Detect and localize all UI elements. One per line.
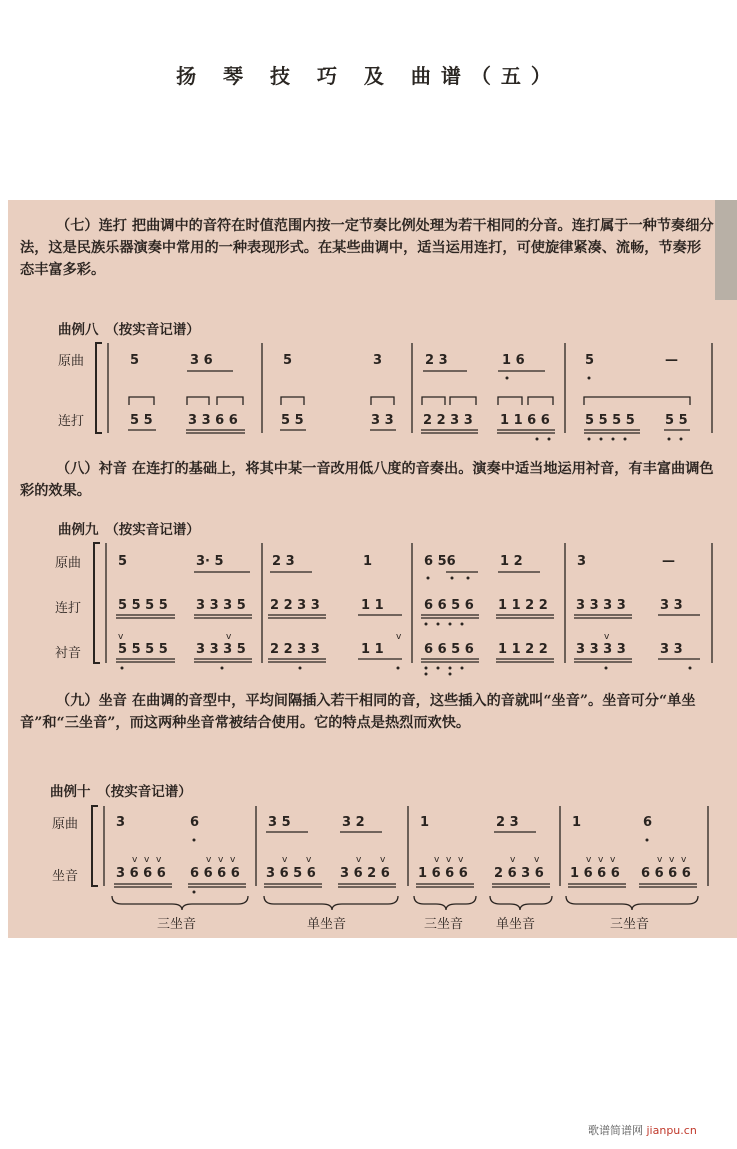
section-9-text: 在曲调的音型中，平均间隔插入若干相同的音，这些插入的音就叫“坐音”。坐音可分“单坐音”和“三坐音”，而这两种坐音常被结合使用。它的特点是热烈而欢快。 xyxy=(20,693,696,731)
ex10-zuo-5: 1 6 6 6 xyxy=(418,866,468,881)
footer-site: 歌谱简谱网 xyxy=(588,1124,643,1137)
section-7-text: 把曲调中的音符在时值范围内按一定节奏比例处理为若干相同的分音。连打属于一种节奏细分法，这是民族乐器演奏中常用的一种表现形式。在某些曲调中，适当运用连打，可使旋律紧凑、流畅，节奏形态丰富多彩。 xyxy=(20,218,714,278)
svg-text:v: v xyxy=(118,632,124,642)
svg-text:v: v xyxy=(446,855,452,865)
ex9-lian-2: 3 3 3 5 xyxy=(196,598,246,613)
ex9-chen-1: 5 5 5 5 xyxy=(118,642,168,657)
ex8-orig-3: 5 xyxy=(283,353,293,368)
ex10-zuo-7: 1 6 6 6 xyxy=(570,866,620,881)
ex9-orig-3: 2 3 xyxy=(272,554,295,569)
svg-text:v: v xyxy=(586,855,592,865)
example-8-label: 曲例八 （按实音记谱） xyxy=(58,322,200,338)
ex10-group-4: 单坐音 xyxy=(496,917,536,932)
svg-text:v: v xyxy=(156,855,162,865)
svg-text:v: v xyxy=(510,855,516,865)
ex10-zuo-3: 3 6 5 6 xyxy=(266,866,316,881)
ex10-zuo-4: 3 6 2 6 xyxy=(340,866,390,881)
svg-text:v: v xyxy=(380,855,386,865)
ex10-orig-7: 1 xyxy=(572,815,582,830)
svg-text:v: v xyxy=(282,855,288,865)
ex9-lian-4: 1 1 xyxy=(361,598,384,613)
ex10-orig-8: 6 xyxy=(643,815,653,830)
ex8-orig-8: — xyxy=(665,353,678,368)
svg-text:v: v xyxy=(669,855,675,865)
ex8-lian-3: 5 5 xyxy=(281,413,304,428)
ex10-orig-4: 3 2 xyxy=(342,815,365,830)
ex10-row-label-zuo: 坐音 xyxy=(52,869,79,884)
ex10-zuo-8: 6 6 6 6 xyxy=(641,866,691,881)
ex9-row-label-chen: 衬音 xyxy=(55,646,82,661)
ex9-lian-1: 5 5 5 5 xyxy=(118,598,168,613)
ex10-orig-1: 3 xyxy=(116,815,126,830)
ex9-chen-7: 3 3 3 3 xyxy=(576,642,626,657)
ex8-lian-4: 3 3 xyxy=(371,413,394,428)
ex8-orig-1: 5 xyxy=(130,353,140,368)
svg-text:v: v xyxy=(226,632,232,642)
svg-text:v: v xyxy=(206,855,212,865)
ex9-lian-6: 1 1 2 2 xyxy=(498,598,548,613)
svg-text:v: v xyxy=(681,855,687,865)
footer-domain: jianpu.cn xyxy=(646,1124,697,1137)
ex9-chen-5: 6 6 5 6 xyxy=(424,642,474,657)
ex10-orig-2: 6 xyxy=(190,815,200,830)
section-8-heading: （八）衬音 xyxy=(56,461,127,477)
ex10-orig-5: 1 xyxy=(420,815,430,830)
ex9-orig-6: 1 2 xyxy=(500,554,523,569)
ex8-orig-5: 2 3 xyxy=(425,353,448,368)
example-10-label: 曲例十 （按实音记谱） xyxy=(50,784,192,800)
ex8-orig-7: 5 xyxy=(585,353,595,368)
ex9-chen-4: 1 1 xyxy=(361,642,384,657)
ex8-lian-5: 2 2 3 3 xyxy=(423,413,473,428)
example-9-label: 曲例九 （按实音记谱） xyxy=(58,522,200,538)
ex10-zuo-6: 2 6 3 6 xyxy=(494,866,544,881)
watermark xyxy=(588,1122,697,1138)
ex8-orig-6: 1 6 xyxy=(502,353,525,368)
ex9-row-label-original: 原曲 xyxy=(55,556,82,571)
ex9-chen-3: 2 2 3 3 xyxy=(270,642,320,657)
ex9-lian-8: 3 3 xyxy=(660,598,683,613)
section-9-heading: （九）坐音 xyxy=(56,693,127,709)
ex8-lian-1: 5 5 xyxy=(130,413,153,428)
svg-text:v: v xyxy=(598,855,604,865)
ex9-chen-8: 3 3 xyxy=(660,642,683,657)
ex9-chen-6: 1 1 2 2 xyxy=(498,642,548,657)
svg-text:v: v xyxy=(458,855,464,865)
svg-text:v: v xyxy=(434,855,440,865)
page-title: 扬 琴 技 巧 及 曲谱（五） xyxy=(176,64,561,88)
ex9-lian-3: 2 2 3 3 xyxy=(270,598,320,613)
svg-text:v: v xyxy=(144,855,150,865)
svg-text:v: v xyxy=(356,855,362,865)
ex8-lian-6: 1 1 6 6 xyxy=(500,413,550,428)
ex10-zuo-2: 6 6 6 6 xyxy=(190,866,240,881)
ex8-orig-4: 3 xyxy=(373,353,383,368)
ex8-lian-7: 5 5 5 5 xyxy=(585,413,635,428)
ex10-group-3: 三坐音 xyxy=(424,917,464,932)
ex8-row-label-lianda: 连打 xyxy=(58,414,85,429)
ex10-group-1: 三坐音 xyxy=(157,917,197,932)
svg-text:v: v xyxy=(657,855,663,865)
ex9-orig-8: — xyxy=(662,554,675,569)
ex9-orig-4: 1 xyxy=(363,554,373,569)
ex10-group-2: 单坐音 xyxy=(307,917,347,932)
ex10-zuo-1: 3 6 6 6 xyxy=(116,866,166,881)
ex9-orig-5: 6 56 xyxy=(424,554,456,569)
ex9-lian-5: 6 6 5 6 xyxy=(424,598,474,613)
svg-text:v: v xyxy=(610,855,616,865)
ex9-orig-7: 3 xyxy=(577,554,587,569)
svg-text:v: v xyxy=(396,632,402,642)
ex10-group-5: 三坐音 xyxy=(610,917,650,932)
ex8-row-label-original: 原曲 xyxy=(58,354,85,369)
ex9-lian-7: 3 3 3 3 xyxy=(576,598,626,613)
ex8-lian-8: 5 5 xyxy=(665,413,688,428)
ex8-lian-2: 3 3 6 6 xyxy=(188,413,238,428)
ex8-orig-2: 3 6 xyxy=(190,353,213,368)
svg-text:v: v xyxy=(132,855,138,865)
section-7-heading: （七）连打 xyxy=(56,218,127,234)
ex10-row-label-original: 原曲 xyxy=(52,817,79,832)
ex9-row-label-lianda: 连打 xyxy=(55,601,82,616)
svg-text:v: v xyxy=(218,855,224,865)
ex9-orig-1: 5 xyxy=(118,554,128,569)
ex9-chen-2: 3 3 3 5 xyxy=(196,642,246,657)
svg-text:v: v xyxy=(534,855,540,865)
ex10-orig-6: 2 3 xyxy=(496,815,519,830)
svg-text:v: v xyxy=(230,855,236,865)
svg-text:v: v xyxy=(306,855,312,865)
ex10-orig-3: 3 5 xyxy=(268,815,291,830)
section-8-text: 在连打的基础上，将其中某一音改用低八度的音奏出。演奏中适当地运用衬音，有丰富曲调色彩的效果。 xyxy=(20,461,714,499)
svg-text:v: v xyxy=(604,632,610,642)
ex9-orig-2: 3· 5 xyxy=(196,554,224,569)
